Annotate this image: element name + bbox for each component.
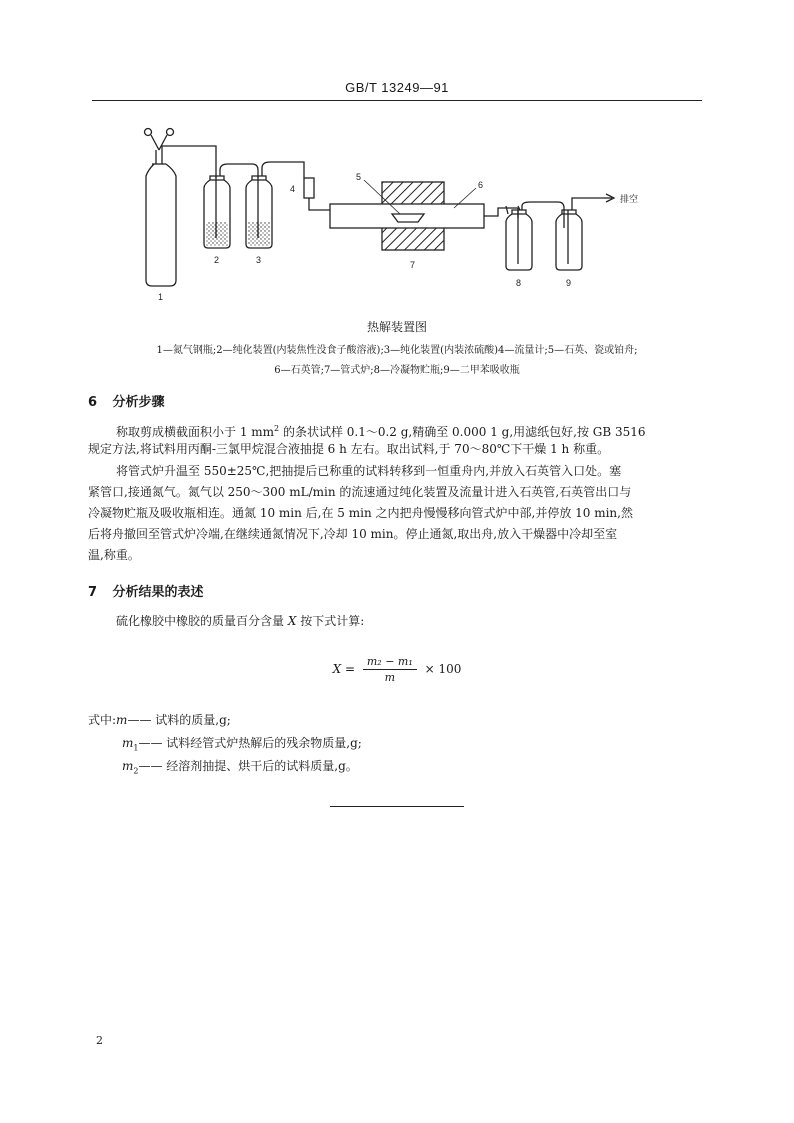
- figure-legend-line-1: 1—氮气钢瓶;2—纯化装置(内装焦性没食子酸溶液);3—纯化装置(内装浓硫酸)4—流量计;5—石英、瓷或铂舟;: [156, 345, 638, 356]
- definition-row-m1: [122, 734, 362, 752]
- header-rule: [92, 100, 702, 101]
- section-6-title: 分析步骤: [112, 395, 165, 410]
- def-text: —— 经溶剂抽提、烘干后的试料质量,g。: [138, 759, 358, 773]
- end-of-document-rule: [330, 806, 464, 807]
- formula-lhs: X =: [332, 662, 356, 676]
- def-symbol: m: [116, 713, 128, 727]
- flow-meter: [304, 178, 314, 198]
- figure-title: 热解装置图: [366, 320, 427, 334]
- mass-percentage-formula: [0, 655, 794, 684]
- section-6-para-2-line-1: 将管式炉升温至 550±25℃,把抽提后已称重的试料转移到一恒重舟内,并放入石英管入口处。塞: [116, 464, 622, 478]
- def-text: —— 试料经管式炉热解后的残余物质量,g;: [138, 736, 362, 750]
- pyrolysis-apparatus-diagram: [120, 118, 680, 308]
- page-number: 2: [96, 1034, 103, 1047]
- label-4: 4: [290, 184, 296, 194]
- formula-denominator: m: [384, 671, 396, 684]
- label-2: 2: [214, 255, 220, 265]
- para-1-text-a: 称取剪成横截面积小于 1 mm: [116, 425, 275, 439]
- formula-numerator: m₂ − m₁: [363, 655, 417, 670]
- def-symbol: m: [122, 759, 134, 773]
- xylene-absorber-bottle-9: [556, 198, 604, 270]
- para-1-text-b: 的条状试样 0.1～0.2 g,精确至 0.000 1 g,用滤纸包好,按 GB 3516: [279, 425, 646, 439]
- formula-fraction: [363, 655, 417, 684]
- label-8: 8: [516, 278, 522, 288]
- standard-code-header: GB/T 13249—91: [345, 80, 449, 95]
- def-subscript: 2: [133, 766, 139, 776]
- label-3: 3: [256, 255, 262, 265]
- section-6-para-2-line-4: 后将舟撤回至管式炉冷端,在继续通氮情况下,冷却 10 min。停止通氮,取出舟,放入干燥器中冷却至室: [88, 527, 618, 541]
- section-6-para-2-line-3: 冷凝物贮瓶及吸收瓶相连。通氮 10 min 后,在 5 min 之内把舟慢慢移向管式炉中部,并停放 10 min,然: [88, 506, 633, 520]
- intro-text-a: 硫化橡胶中橡胶的质量百分含量: [116, 614, 288, 628]
- section-7-title: 分析结果的表述: [112, 585, 204, 600]
- intro-variable: X: [287, 614, 297, 628]
- label-1: 1: [158, 292, 164, 302]
- nitrogen-cylinder: [145, 129, 177, 287]
- definition-row-m2: [122, 757, 358, 775]
- def-symbol: m: [122, 736, 134, 750]
- quartz-tube: [330, 204, 484, 228]
- definition-row-m: [88, 711, 231, 728]
- section-6-heading: [88, 391, 165, 410]
- label-5: 5: [356, 172, 362, 182]
- section-6-para-2-line-5: 温,称重。: [88, 548, 140, 562]
- label-6: 6: [478, 180, 484, 190]
- figure-legend-line-2: 6—石英管;7—管式炉;8—冷凝物贮瓶;9—二甲苯吸收瓶: [274, 365, 520, 376]
- tube-furnace-bottom: [382, 226, 444, 250]
- section-7-intro: [116, 611, 706, 632]
- para-1-superscript: 2: [274, 424, 280, 433]
- formula-rhs: × 100: [424, 662, 462, 676]
- section-6-para-1-line-2: 规定方法,将试料用丙酮-三氯甲烷混合液抽提 6 h 左右。取出试料,于 70～80℃下干燥 1 h 称重。: [88, 442, 610, 456]
- label-9: 9: [566, 278, 572, 288]
- intro-text-b: 按下式计算:: [296, 614, 365, 628]
- section-6-number: 6: [88, 395, 98, 410]
- condensate-bottle-8: [506, 202, 564, 270]
- def-text: —— 试料的质量,g;: [127, 713, 231, 727]
- section-7-number: 7: [88, 585, 98, 600]
- label-7: 7: [410, 260, 416, 270]
- exhaust-label: 排空: [620, 194, 639, 204]
- section-7-heading: [88, 581, 204, 600]
- def-subscript: 1: [133, 743, 139, 753]
- tube-furnace-top: [382, 182, 444, 206]
- section-6-para-2-line-2: 紧管口,接通氮气。氮气以 250～300 mL/min 的流速通过纯化装置及流量计进入石英管,石英管出口与: [88, 485, 632, 499]
- where-prefix: 式中:: [88, 713, 117, 727]
